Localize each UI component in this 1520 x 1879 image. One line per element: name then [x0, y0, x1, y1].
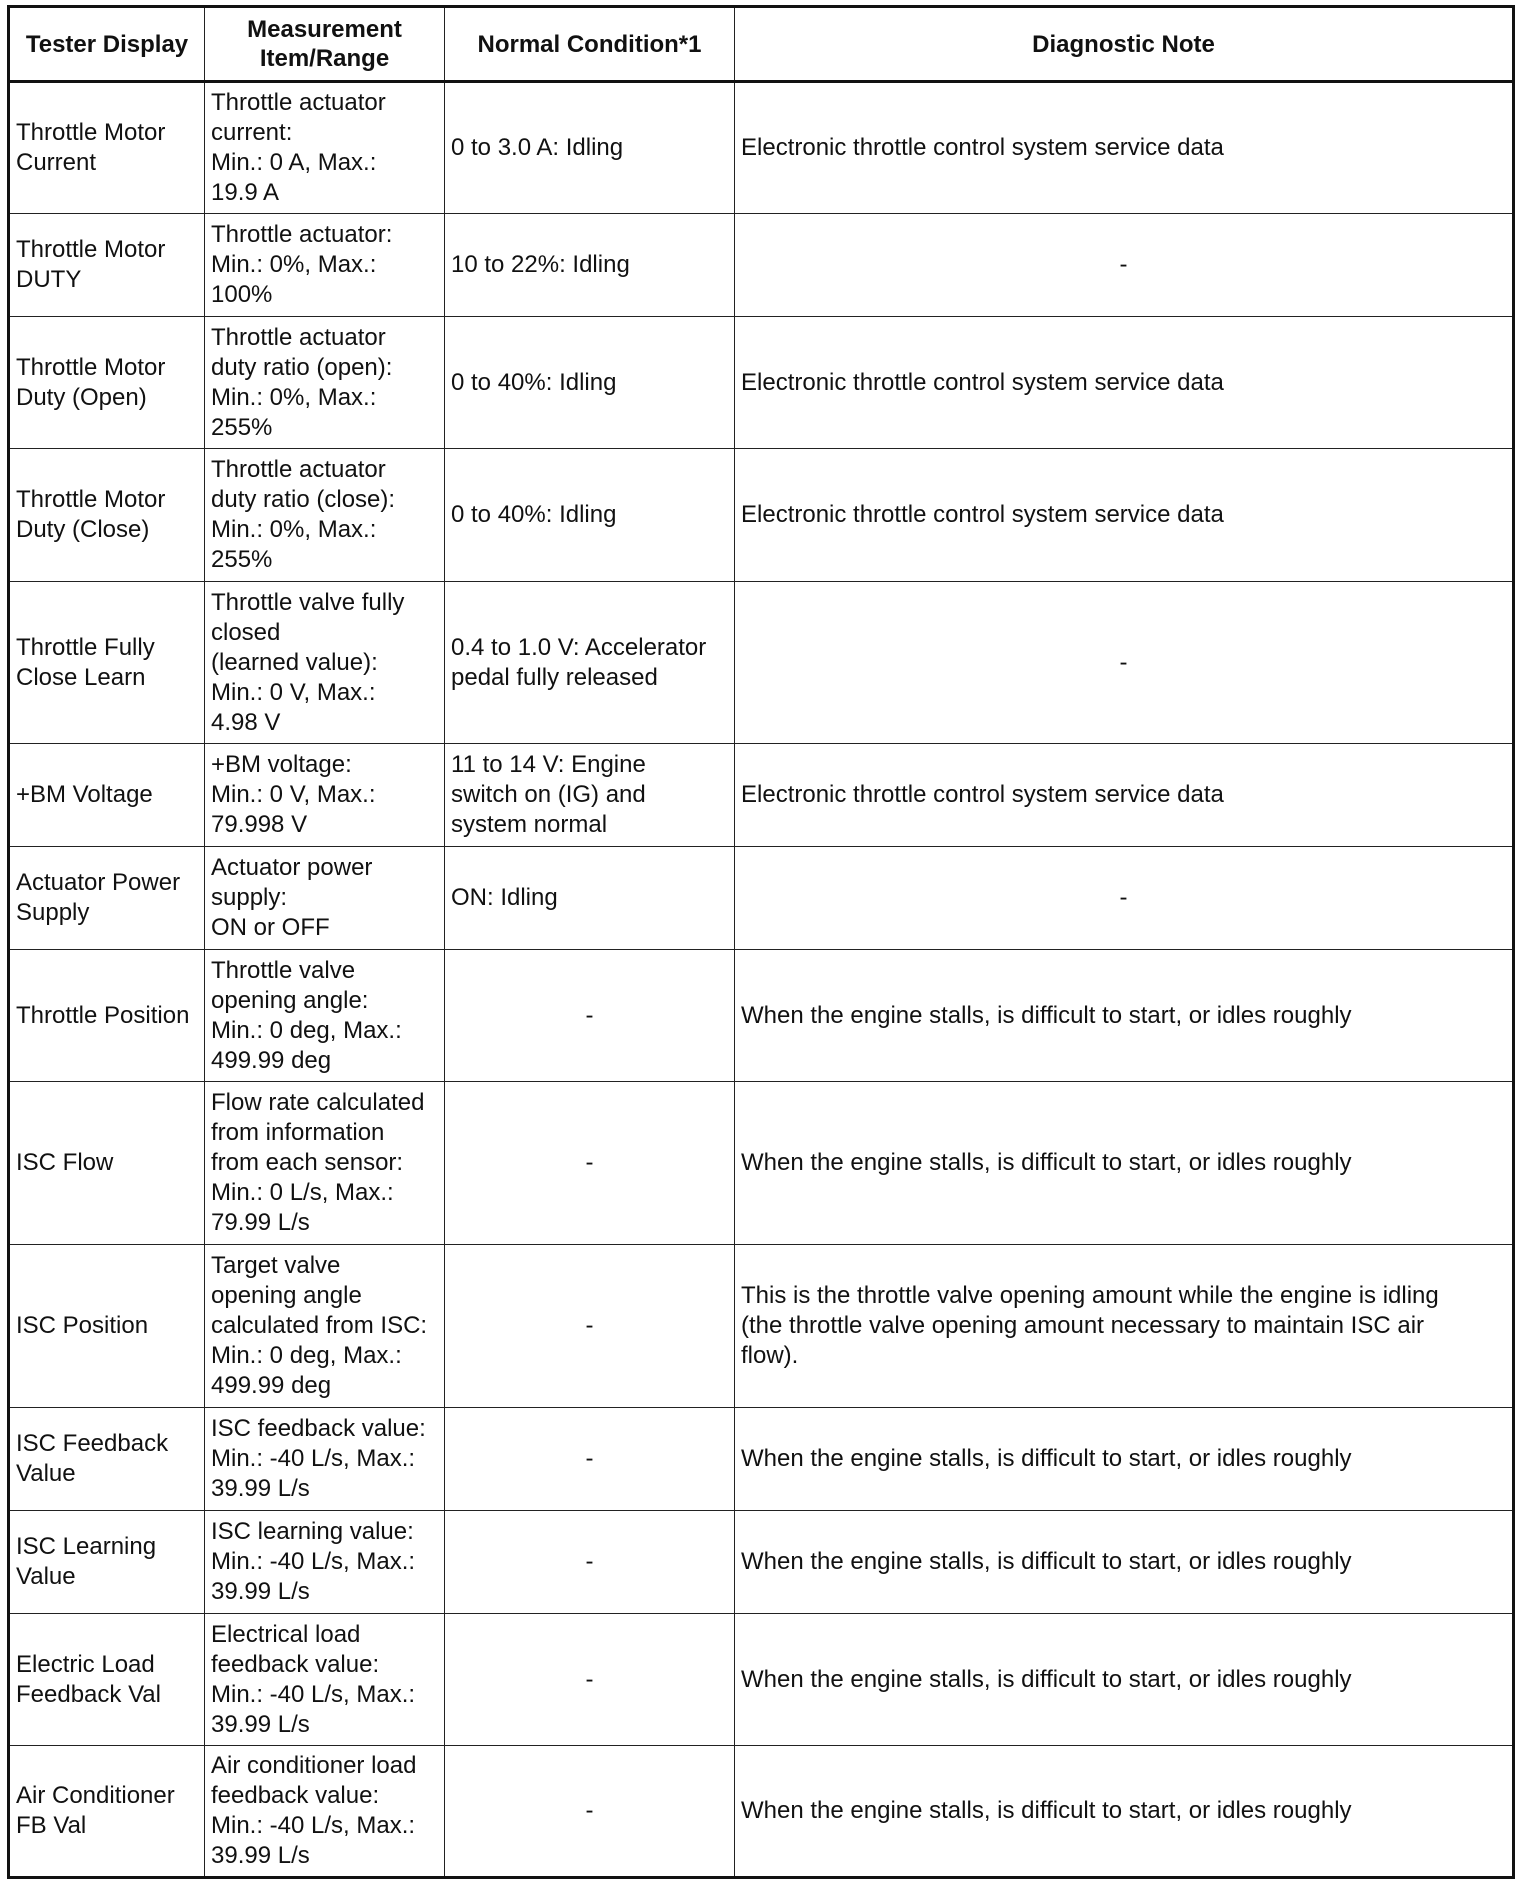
cell-tester-display: Throttle Motor DUTY [9, 214, 205, 317]
header-tester-display: Tester Display [9, 7, 205, 82]
cell-tester-display: Throttle Motor Duty (Close) [9, 449, 205, 582]
cell-measurement: Throttle actuator current: Min.: 0 A, Max.: 19.9 A [205, 82, 445, 214]
header-measurement: Measurement Item/Range [205, 7, 445, 82]
data-list-sheet [7, 5, 1512, 1879]
table-row [9, 1511, 1514, 1614]
cell-tester-display: Throttle Motor Duty (Open) [9, 317, 205, 449]
cell-normal-condition: - [445, 1614, 735, 1746]
cell-measurement: +BM voltage: Min.: 0 V, Max.: 79.998 V [205, 744, 445, 847]
cell-normal-condition: - [445, 1082, 735, 1245]
cell-diagnostic-note: - [735, 214, 1514, 317]
table-row [9, 1614, 1514, 1746]
cell-normal-condition: - [445, 950, 735, 1082]
cell-normal-condition: 0.4 to 1.0 V: Accelerator pedal fully released [445, 582, 735, 744]
table-row [9, 1082, 1514, 1245]
cell-measurement: Actuator power supply: ON or OFF [205, 847, 445, 950]
cell-normal-condition: - [445, 1746, 735, 1878]
cell-normal-condition: 0 to 40%: Idling [445, 317, 735, 449]
table-row [9, 1408, 1514, 1511]
cell-tester-display: ISC Position [9, 1245, 205, 1408]
cell-diagnostic-note: When the engine stalls, is difficult to start, or idles roughly [735, 1408, 1514, 1511]
cell-normal-condition: 0 to 3.0 A: Idling [445, 82, 735, 214]
table-row [9, 847, 1514, 950]
cell-diagnostic-note: Electronic throttle control system service data [735, 317, 1514, 449]
table-row [9, 744, 1514, 847]
cell-measurement: ISC feedback value: Min.: -40 L/s, Max.: 39.99 L/s [205, 1408, 445, 1511]
table-row [9, 317, 1514, 449]
cell-diagnostic-note: This is the throttle valve opening amount while the engine is idling (the throttle valve opening amount necessary to maintain ISC air flow). [735, 1245, 1514, 1408]
cell-tester-display: Throttle Fully Close Learn [9, 582, 205, 744]
table-row [9, 82, 1514, 214]
cell-tester-display: Actuator Power Supply [9, 847, 205, 950]
cell-measurement: Throttle actuator: Min.: 0%, Max.: 100% [205, 214, 445, 317]
cell-tester-display: ISC Feedback Value [9, 1408, 205, 1511]
cell-measurement: Air conditioner load feedback value: Min.: -40 L/s, Max.: 39.99 L/s [205, 1746, 445, 1878]
cell-tester-display: Throttle Position [9, 950, 205, 1082]
cell-diagnostic-note: Electronic throttle control system service data [735, 449, 1514, 582]
table-row [9, 449, 1514, 582]
cell-diagnostic-note: When the engine stalls, is difficult to start, or idles roughly [735, 1082, 1514, 1245]
cell-normal-condition: 10 to 22%: Idling [445, 214, 735, 317]
cell-diagnostic-note: When the engine stalls, is difficult to start, or idles roughly [735, 1746, 1514, 1878]
table-row [9, 950, 1514, 1082]
header-diagnostic-note: Diagnostic Note [735, 7, 1514, 82]
cell-tester-display: ISC Learning Value [9, 1511, 205, 1614]
cell-diagnostic-note: Electronic throttle control system service data [735, 744, 1514, 847]
cell-measurement: Throttle valve opening angle: Min.: 0 deg, Max.: 499.99 deg [205, 950, 445, 1082]
cell-measurement: Electrical load feedback value: Min.: -40 L/s, Max.: 39.99 L/s [205, 1614, 445, 1746]
table-body [9, 82, 1514, 1878]
cell-measurement: ISC learning value: Min.: -40 L/s, Max.: 39.99 L/s [205, 1511, 445, 1614]
cell-tester-display: ISC Flow [9, 1082, 205, 1245]
cell-diagnostic-note: - [735, 847, 1514, 950]
cell-measurement: Target valve opening angle calculated from ISC: Min.: 0 deg, Max.: 499.99 deg [205, 1245, 445, 1408]
cell-normal-condition: - [445, 1408, 735, 1511]
cell-tester-display: +BM Voltage [9, 744, 205, 847]
table-row [9, 214, 1514, 317]
cell-measurement: Flow rate calculated from information from each sensor: Min.: 0 L/s, Max.: 79.99 L/s [205, 1082, 445, 1245]
cell-normal-condition: ON: Idling [445, 847, 735, 950]
cell-tester-display: Electric Load Feedback Val [9, 1614, 205, 1746]
table-header [9, 7, 1514, 82]
header-normal-condition: Normal Condition*1 [445, 7, 735, 82]
cell-diagnostic-note: When the engine stalls, is difficult to start, or idles roughly [735, 1511, 1514, 1614]
cell-tester-display: Air Conditioner FB Val [9, 1746, 205, 1878]
cell-normal-condition: - [445, 1511, 735, 1614]
cell-diagnostic-note: - [735, 582, 1514, 744]
cell-measurement: Throttle valve fully closed (learned value): Min.: 0 V, Max.: 4.98 V [205, 582, 445, 744]
cell-normal-condition: 0 to 40%: Idling [445, 449, 735, 582]
cell-normal-condition: - [445, 1245, 735, 1408]
cell-diagnostic-note: When the engine stalls, is difficult to start, or idles roughly [735, 1614, 1514, 1746]
cell-tester-display: Throttle Motor Current [9, 82, 205, 214]
cell-normal-condition: 11 to 14 V: Engine switch on (IG) and system normal [445, 744, 735, 847]
cell-measurement: Throttle actuator duty ratio (open): Min.: 0%, Max.: 255% [205, 317, 445, 449]
header-row [9, 7, 1514, 82]
data-list-table [7, 5, 1515, 1879]
table-row [9, 1245, 1514, 1408]
cell-measurement: Throttle actuator duty ratio (close): Min.: 0%, Max.: 255% [205, 449, 445, 582]
cell-diagnostic-note: Electronic throttle control system service data [735, 82, 1514, 214]
cell-diagnostic-note: When the engine stalls, is difficult to start, or idles roughly [735, 950, 1514, 1082]
table-row [9, 582, 1514, 744]
table-row [9, 1746, 1514, 1878]
